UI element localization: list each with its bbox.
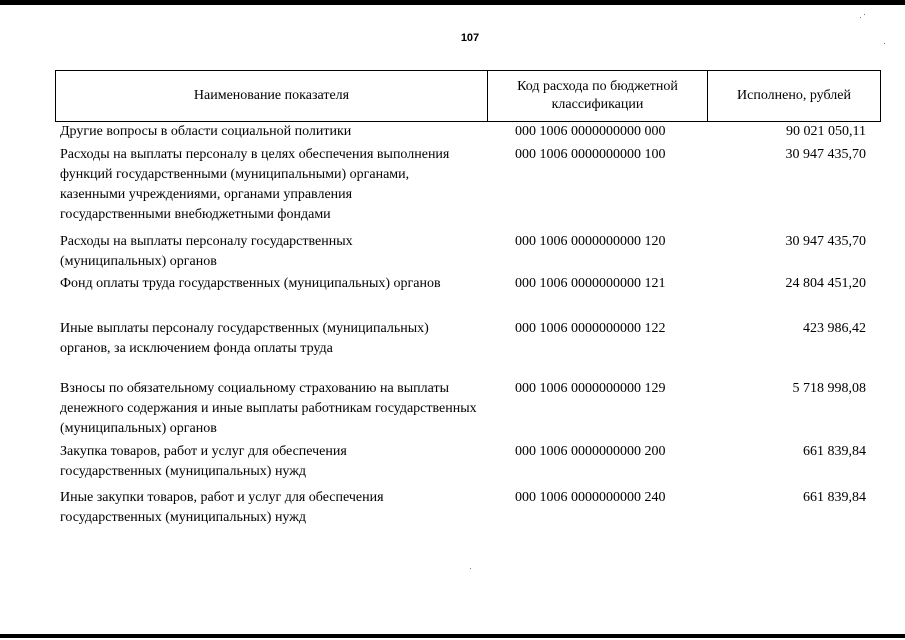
row-name: Иные закупки товаров, работ и услуг для обеспечения государственных (муниципальных) нужд [60, 490, 384, 525]
header-amount: Исполнено, рублей [737, 88, 851, 103]
header-name: Наименование показателя [56, 71, 488, 121]
top-scan-border [0, 0, 905, 5]
row-name: Расходы на выплаты персоналу государственных (муниципальных) органов [60, 234, 353, 269]
row-code: 000 1006 0000000000 100 [515, 147, 666, 162]
scan-speck [884, 43, 885, 44]
row-name: Иные выплаты персоналу государственных (муниципальных) органов, за исключением фонда оплаты труда [60, 321, 429, 356]
row-name: Закупка товаров, работ и услуг для обеспечения государственных (муниципальных) нужд [60, 444, 347, 479]
page-number: 107 [460, 32, 480, 44]
table-header [55, 70, 881, 122]
scan-speck [470, 568, 471, 569]
row-name: Взносы по обязательному социальному страхованию на выплаты денежного содержания и иные выплаты работникам государственных (муниципальных) органов [60, 381, 477, 436]
row-amount: 90 021 050,11 [786, 124, 866, 139]
row-name: Расходы на выплаты персоналу в целях обеспечения выполнения функций государственными (муниципальными) органами, казенными учреждениями, органами управления государственными внебюджетными фондами [60, 147, 450, 222]
bottom-scan-border [0, 634, 905, 638]
scan-speck [864, 14, 865, 15]
scan-speck [860, 17, 861, 18]
row-name: Другие вопросы в области социальной политики [60, 124, 352, 139]
row-amount: 5 718 998,08 [792, 381, 866, 396]
row-amount: 24 804 451,20 [785, 276, 866, 291]
row-amount: 30 947 435,70 [785, 147, 866, 162]
row-code: 000 1006 0000000000 120 [515, 234, 666, 249]
row-code: 000 1006 0000000000 121 [515, 276, 666, 291]
header-code: Код расхода по бюджетной классификации [488, 71, 708, 121]
row-code: 000 1006 0000000000 000 [515, 124, 666, 139]
row-code: 000 1006 0000000000 200 [515, 444, 666, 459]
row-amount: 661 839,84 [803, 444, 866, 459]
row-name: Фонд оплаты труда государственных (муниципальных) органов [60, 276, 441, 291]
row-amount: 30 947 435,70 [785, 234, 866, 249]
row-code: 000 1006 0000000000 240 [515, 490, 666, 505]
row-code: 000 1006 0000000000 122 [515, 321, 666, 336]
row-amount: 423 986,42 [803, 321, 866, 336]
row-code: 000 1006 0000000000 129 [515, 381, 666, 396]
row-amount: 661 839,84 [803, 490, 866, 505]
